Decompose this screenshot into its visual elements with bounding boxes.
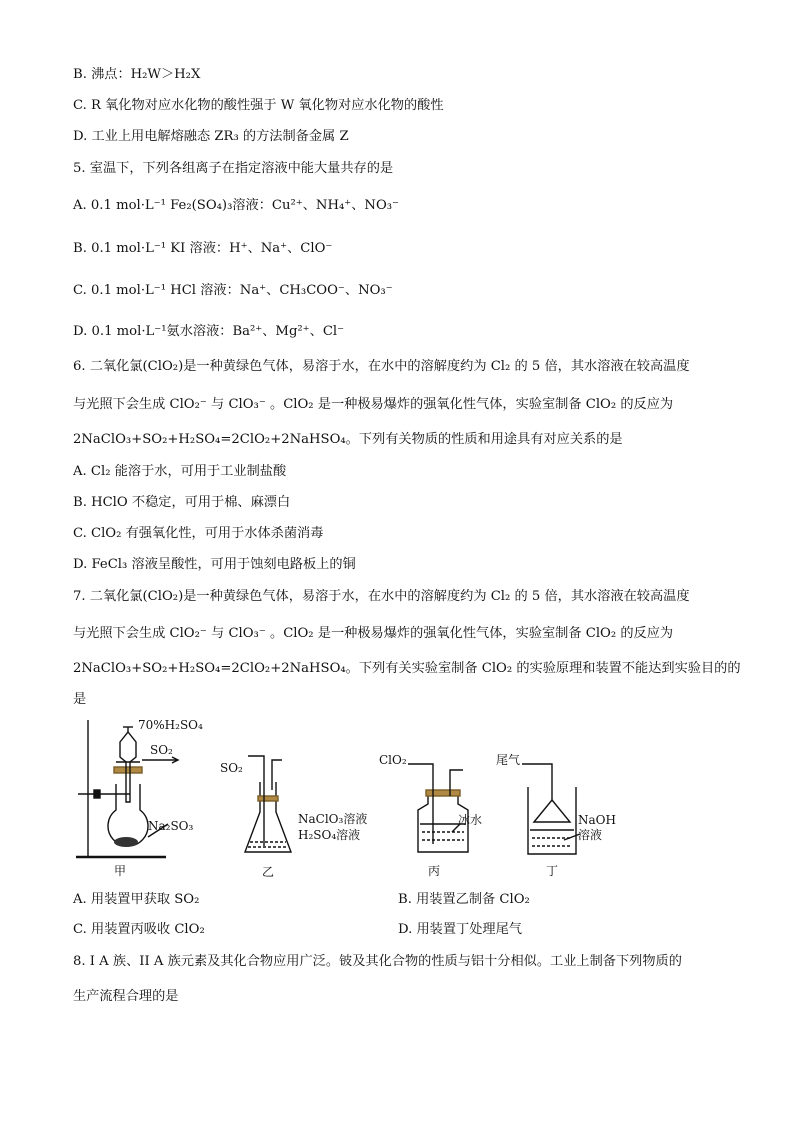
apparatus-yi [245, 756, 291, 852]
label-so2-in: SO₂ [220, 761, 243, 775]
label-na2so3: Na₂SO₃ [148, 819, 194, 833]
q5-option-d: D. 0.1 mol·L⁻¹氨水溶液：Ba²⁺、Mg²⁺、Cl⁻ [73, 324, 345, 339]
apparatus-jia [76, 720, 178, 857]
q6-stem-line2: 与光照下会生成 ClO₂⁻ 与 ClO₃⁻ 。ClO₂ 是一种极易爆炸的强氧化性气体，实验室制备 ClO₂ 的反应为 [73, 397, 674, 412]
q6-option-b: B. HClO 不稳定，可用于棉、麻漂白 [73, 495, 291, 510]
q7-option-c: C. 用装置丙吸收 ClO₂ [73, 922, 205, 937]
label-bing: 丙 [428, 864, 441, 878]
label-sol2: H₂SO₄溶液 [298, 828, 361, 842]
label-so2-out: SO₂ [150, 743, 173, 757]
q8-stem-line1: 8. I A 族、II A 族元素及其化合物应用广泛。铍及其化合物的性质与铝十分相似。工业上制备下列物质的 [73, 954, 682, 969]
q7-stem-line1: 7. 二氧化氯(ClO₂)是一种黄绿色气体，易溶于水，在水中的溶解度约为 Cl₂ 的 5 倍，其水溶液在较高温度 [73, 589, 690, 604]
q5-stem: 5. 室温下，下列各组离子在指定溶液中能大量共存的是 [73, 161, 394, 176]
q5-option-b: B. 0.1 mol·L⁻¹ KI 溶液：H⁺、Na⁺、ClO⁻ [73, 241, 333, 256]
label-acid: 70%H₂SO₄ [138, 718, 203, 732]
q6-option-d: D. FeCl₃ 溶液呈酸性，可用于蚀刻电路板上的铜 [73, 557, 356, 572]
q6-option-a: A. Cl₂ 能溶于水，可用于工业制盐酸 [73, 464, 287, 479]
label-jia: 甲 [114, 864, 127, 878]
q6-stem-line1: 6. 二氧化氯(ClO₂)是一种黄绿色气体，易溶于水，在水中的溶解度约为 Cl₂ 的 5 倍，其水溶液在较高温度 [73, 359, 690, 374]
label-ice: 冰水 [458, 813, 483, 827]
q4-option-b: B. 沸点：H₂W＞H₂X [73, 67, 201, 82]
label-clo2-in: ClO₂ [379, 753, 407, 767]
apparatus-bing [408, 764, 468, 852]
label-tail: 尾气 [496, 753, 521, 767]
q7-option-d: D. 用装置丁处理尾气 [398, 922, 522, 937]
q7-stem-line2: 与光照下会生成 ClO₂⁻ 与 ClO₃⁻ 。ClO₂ 是一种极易爆炸的强氧化性气体，实验室制备 ClO₂ 的反应为 [73, 626, 674, 641]
q4-option-d: D. 工业上用电解熔融态 ZR₃ 的方法制备金属 Z [73, 129, 349, 144]
label-yi: 乙 [262, 865, 275, 879]
apparatus-figure [68, 712, 668, 882]
label-naoh: NaOH [578, 813, 616, 827]
q5-option-c: C. 0.1 mol·L⁻¹ HCl 溶液：Na⁺、CH₃COO⁻、NO₃⁻ [73, 283, 393, 298]
q7-option-b: B. 用装置乙制备 ClO₂ [398, 892, 530, 907]
q7-stem-line3: 2NaClO₃+SO₂+H₂SO₄=2ClO₂+2NaHSO₄。下列有关实验室制备 ClO₂ 的实验原理和装置不能达到实验目的的 [73, 661, 741, 676]
q5-option-a: A. 0.1 mol·L⁻¹ Fe₂(SO₄)₃溶液：Cu²⁺、NH₄⁺、NO₃⁻ [73, 198, 400, 213]
label-ding: 丁 [546, 864, 559, 878]
q7-stem-line4: 是 [73, 692, 87, 707]
label-sol1: NaClO₃溶液 [298, 812, 368, 826]
q7-option-a: A. 用装置甲获取 SO₂ [73, 892, 200, 907]
q6-stem-line3: 2NaClO₃+SO₂+H₂SO₄=2ClO₂+2NaHSO₄。下列有关物质的性质和用途具有对应关系的是 [73, 432, 623, 447]
q4-option-c: C. R 氧化物对应水化物的酸性强于 W 氧化物对应水化物的酸性 [73, 98, 444, 113]
label-soln: 溶液 [578, 828, 603, 842]
q6-option-c: C. ClO₂ 有强氧化性，可用于水体杀菌消毒 [73, 526, 324, 541]
q8-stem-line2: 生产流程合理的是 [73, 989, 179, 1004]
apparatus-ding [522, 764, 580, 854]
